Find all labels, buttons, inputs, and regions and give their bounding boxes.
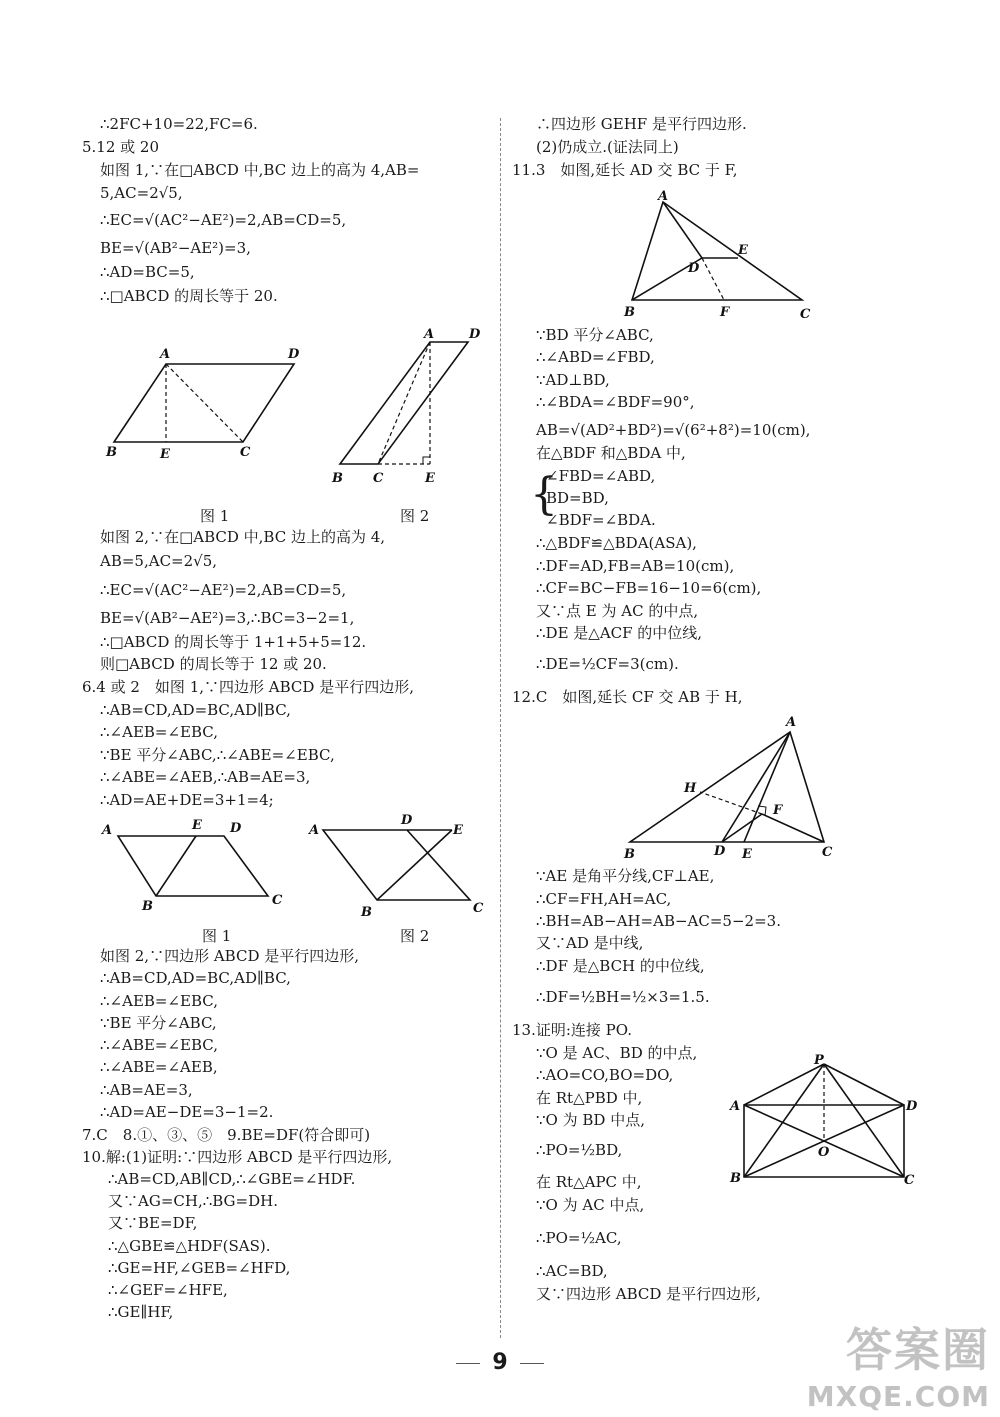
segment-pa [744,1064,824,1105]
text-line: ∴∠GEF=∠HFE, [108,1281,228,1299]
text-line: ∵AD⊥BD, [536,371,610,389]
text-line: ∴DF=½BH=½×3=1.5. [536,988,710,1006]
text-line: 又∵AG=CH,∴BG=DH. [108,1192,278,1210]
text-line: ∴EC=√(AC²−AE²)=2,AB=CD=5, [100,211,347,229]
label-e: E [425,471,435,486]
parallelogram-abcd [323,830,470,900]
label-d: D [288,347,300,362]
text-line: ∴CF=BC−FB=16−10=6(cm), [536,579,762,597]
label-a: A [786,715,797,730]
text-line: ∴AB=CD,AB∥CD,∴∠GBE=∠HDF. [108,1170,356,1188]
figure-caption: 图 2 [400,927,430,945]
label-e: E [742,847,752,862]
text-line: 又∵AD 是中线, [536,934,644,952]
text-line: (2)仍成立.(证法同上) [536,138,679,156]
page-number-value: 9 [492,1350,508,1375]
text-line: ∴DE 是△ACF 的中位线, [536,624,703,642]
text-line: ∴PO=½AC, [536,1229,622,1247]
label-e: E [192,818,202,833]
answer-10-heading: 10.解:(1)证明:∵四边形 ABCD 是平行四边形, [82,1148,393,1166]
page-number-right-rule [520,1363,544,1364]
label-b: B [624,305,635,320]
text-line: ∴AB=CD,AD=BC,AD∥BC, [100,701,291,719]
text-line: ∵BD 平分∠ABC, [536,326,654,344]
label-d: D [906,1099,918,1114]
text-line: 又∵四边形 ABCD 是平行四边形, [536,1285,761,1303]
label-c: C [800,307,811,322]
text-line: ∴∠ABD=∠FBD, [536,348,655,366]
text-line: ∴AO=CO,BO=DO, [536,1066,674,1084]
text-line: ∴AD=AE−DE=3−1=2. [100,1103,274,1121]
text-line: 如图 1,∵在□ABCD 中,BC 边上的高为 4,AB= [100,161,420,179]
figure-13 [726,1053,926,1190]
text-line: AB=5,AC=2√5, [100,552,218,570]
label-d: D [469,327,481,342]
label-b: B [332,471,343,486]
text-line: ∴EC=√(AC²−AE²)=2,AB=CD=5, [100,581,347,599]
segment-pd [824,1064,904,1105]
text-line: ∴AB=CD,AD=BC,AD∥BC, [100,969,291,987]
parallelogram-abcd [114,364,294,442]
label-c: C [473,901,484,916]
text-line: ∵O 为 BD 中点, [536,1111,645,1129]
text-line: 在 Rt△PBD 中, [536,1089,643,1107]
text-line: ∴PO=½BD, [536,1141,623,1159]
label-d: D [714,844,726,859]
bisector-be [377,830,452,900]
text-line: ∴∠ABE=∠AEB, [100,1058,218,1076]
text-line: ∵AE 是角平分线,CF⊥AE, [536,867,715,885]
answer-11-heading: 11.3 如图,延长 AD 交 BC 于 F, [512,161,738,179]
text-line: BE=√(AB²−AE²)=3,∴BC=3−2=1, [100,609,355,627]
label-e: E [453,823,463,838]
text-line: AB=√(AD²+BD²)=√(6²+8²)=10(cm), [536,421,811,439]
text-line: 如图 2,∵在□ABCD 中,BC 边上的高为 4, [100,528,386,546]
text-line: ∵O 为 AC 中点, [536,1196,645,1214]
segment-df [722,814,762,842]
label-b: B [730,1171,741,1186]
figure-caption: 图 1 [200,507,230,525]
figure-12 [620,712,840,864]
text-line: ∴DE=½CF=3(cm). [536,655,679,673]
answer-5-heading: 5.12 或 20 [82,138,160,156]
figure-11 [620,186,820,324]
text-line: ∴DF=AD,FB=AB=10(cm), [536,557,735,575]
label-c: C [240,445,251,460]
figure-5-1 [100,340,310,470]
segment-pc [824,1064,904,1177]
column-divider [500,118,501,1338]
text-line: ∴△BDF≌△BDA(ASA), [536,534,697,552]
site-watermark [807,1314,990,1413]
text-line: ∴DF 是△BCH 的中位线, [536,957,705,975]
label-h: H [684,781,697,796]
text-line: ∴□ABCD 的周长等于 1+1+5+5=12. [100,633,367,651]
text-line: 则□ABCD 的周长等于 12 或 20. [100,655,327,673]
text-line: ∴∠ABE=∠EBC, [100,1036,219,1054]
text-line: ∴AD=BC=5, [100,263,195,281]
text-line: ∴2FC+10=22,FC=6. [100,115,258,133]
text-line: BE=√(AB²−AE²)=3, [100,239,251,257]
figure-caption: 图 2 [400,507,430,525]
text-line: ∴四边形 GEHF 是平行四边形. [536,115,747,133]
text-line: 如图 2,∵四边形 ABCD 是平行四边形, [100,947,360,965]
right-angle-mark [423,457,430,464]
watermark-url: MXQE.COM [806,1380,990,1413]
label-d: D [688,261,700,276]
figure-5-2 [325,322,485,490]
text-line: ∴∠ABE=∠AEB,∴AB=AE=3, [100,768,311,786]
text-line: ∵BE 平分∠ABC, [100,1014,217,1032]
label-a: A [102,823,113,838]
answers-7-9: 7.C 8.①、③、⑤ 9.BE=DF(符合即可) [82,1126,371,1144]
brace: { [530,469,558,520]
label-b: B [624,847,635,862]
label-b: B [142,899,153,914]
text-line: ∴AB=AE=3, [100,1081,193,1099]
label-e: E [160,447,170,462]
segment-ad [663,202,702,258]
label-d: D [401,813,413,828]
text-line: ∴BH=AB−AH=AB−AC=5−2=3. [536,912,781,930]
text-line: ∵O 是 AC、BD 的中点, [536,1044,698,1062]
segment-cf [762,814,824,842]
bisector-be [156,836,196,896]
text-line: ∴△GBE≌△HDF(SAS). [108,1237,271,1255]
text-line: ∴AC=BD, [536,1262,608,1280]
text-line: 又∵BE=DF, [108,1214,198,1232]
text-line: ∴∠AEB=∠EBC, [100,992,219,1010]
text-line: 又∵点 E 为 AC 的中点, [536,602,699,620]
segment-pb [744,1064,824,1177]
label-a: A [730,1099,741,1114]
label-b: B [106,445,117,460]
figure-6-1 [100,814,300,916]
label-f: F [720,305,730,320]
text-line: ∴∠BDA=∠BDF=90°, [536,393,695,411]
text-line: ∴CF=FH,AH=AC, [536,890,672,908]
page-number-left-rule [456,1363,480,1364]
text-line: ∴□ABCD 的周长等于 20. [100,287,278,305]
triangle-abc [630,732,824,842]
answer-6-heading: 6.4 或 2 如图 1,∵四边形 ABCD 是平行四边形, [82,678,414,696]
label-d: D [230,821,242,836]
text-line: ∠FBD=∠ABD, [546,467,656,485]
text-line: 在 Rt△APC 中, [536,1173,642,1191]
median-ad [722,732,790,842]
parallelogram-abcd [118,836,268,896]
extension-fh [700,792,762,814]
label-a: A [309,823,320,838]
text-line: ∴∠AEB=∠EBC, [100,723,219,741]
figure-6-2 [305,810,495,918]
answer-13-heading: 13.证明:连接 PO. [512,1021,632,1039]
label-f: F [773,803,783,818]
figure-caption: 图 1 [202,927,232,945]
label-o: O [818,1145,830,1160]
text-line: 5,AC=2√5, [100,184,183,202]
label-a: A [658,189,669,204]
label-a: A [424,327,435,342]
label-e: E [738,243,748,258]
text-line: BD=BD, [546,489,609,507]
text-line: ∵BE 平分∠ABC,∴∠ABE=∠EBC, [100,746,335,764]
label-p: P [814,1053,824,1068]
text-line: ∠BDF=∠BDA. [546,511,656,529]
text-line: ∴AD=AE+DE=3+1=4; [100,791,274,809]
label-c: C [373,471,384,486]
text-line: 在△BDF 和△BDA 中, [536,444,686,462]
label-a: A [160,347,171,362]
label-c: C [904,1173,915,1188]
watermark-title: 答案圈 [846,1323,990,1377]
extension-df [702,258,724,300]
label-c: C [822,845,833,860]
text-line: ∴GE∥HF, [108,1303,174,1321]
answer-12-heading: 12.C 如图,延长 CF 交 AB 于 H, [512,688,743,706]
label-b: B [361,905,372,920]
text-line: ∴GE=HF,∠GEB=∠HFD, [108,1259,291,1277]
diagonal-ac [166,364,243,442]
label-c: C [272,893,283,908]
